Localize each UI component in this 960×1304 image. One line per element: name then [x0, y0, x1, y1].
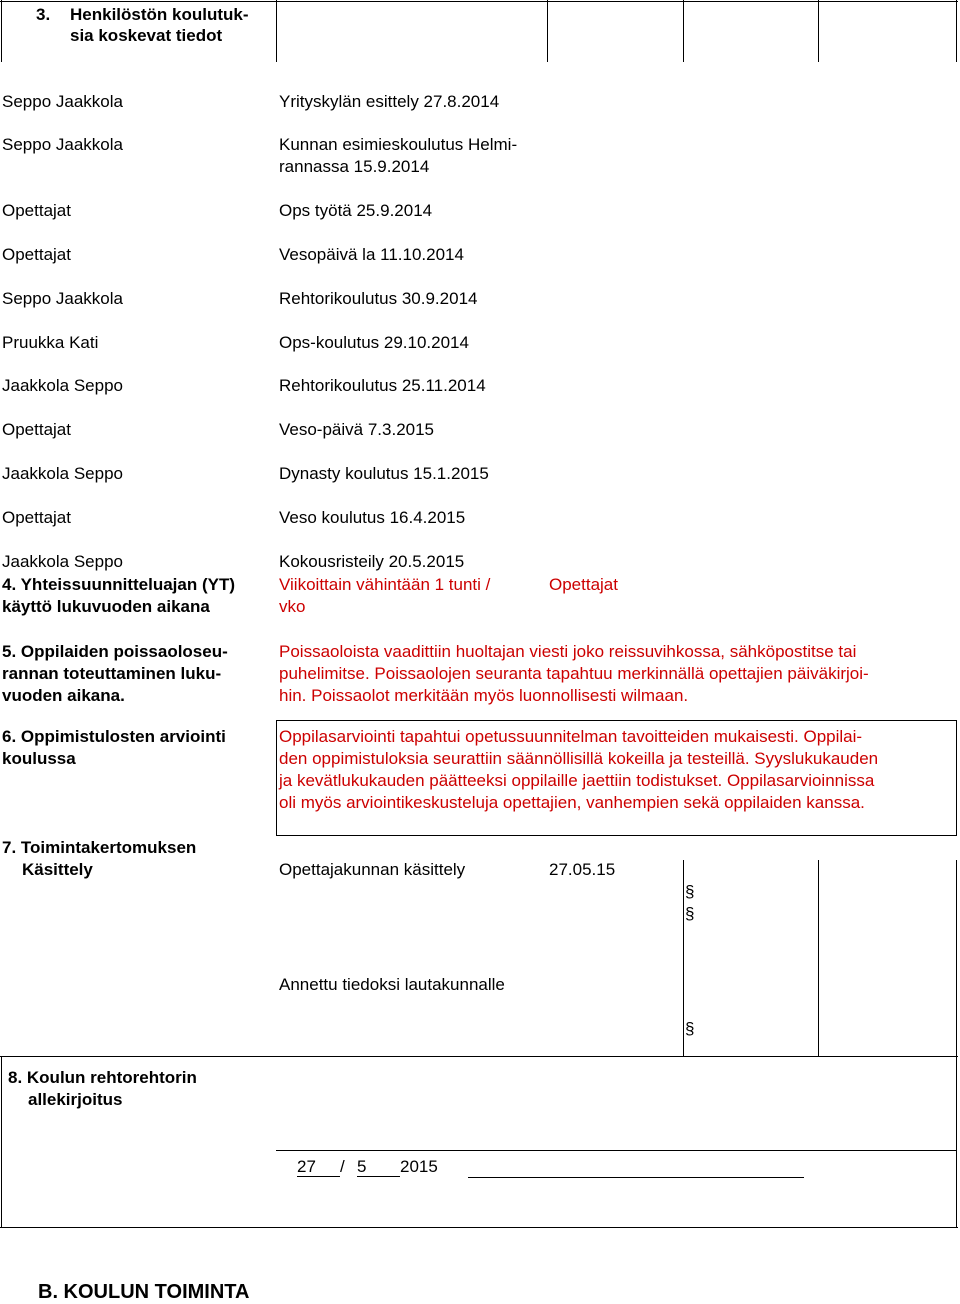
- col-divider-2: [547, 0, 548, 62]
- s3-row-2-person: Seppo Jaakkola: [2, 135, 123, 154]
- s3-row-1-event: Yrityskylän esittely 27.8.2014: [279, 92, 500, 111]
- col-divider-4: [818, 0, 819, 62]
- s6-text-l1: Oppilasarviointi tapahtui opetussuunnitelman tavoitteiden mukaisesti. Oppilai-: [279, 727, 863, 746]
- s3-row-2-event-l2: rannassa 15.9.2014: [279, 157, 430, 176]
- s8-day: 27: [297, 1157, 316, 1176]
- s6-box-top: [276, 720, 957, 721]
- s3-row-9-person: Jaakkola Seppo: [2, 464, 123, 483]
- s3-row-8-event: Veso-päivä 7.3.2015: [279, 420, 435, 439]
- s5-text-l2: puhelimitse. Poissaolojen seuranta tapahtuu merkinnällä opettajien päiväkirjoi-: [279, 664, 869, 683]
- s3-row-1-person: Seppo Jaakkola: [2, 92, 123, 111]
- row-divider-top: [0, 1, 958, 2]
- s3-row-3-event: Ops työtä 25.9.2014: [279, 201, 433, 220]
- s8-inner-divider: [276, 1150, 957, 1151]
- s7-section-mark-2: §: [685, 904, 695, 923]
- s7-section-mark-3: §: [685, 1019, 695, 1038]
- s4-who: Opettajat: [549, 575, 618, 594]
- s3-title-l1: Henkilöstön koulutuk-: [70, 5, 249, 24]
- s3-row-11-person: Jaakkola Seppo: [2, 552, 123, 571]
- s7-col-a: [683, 860, 684, 1056]
- s8-box-right: [956, 1056, 957, 1228]
- s4-title-l2: käyttö lukuvuoden aikana: [2, 597, 210, 616]
- table-left-border: [1, 0, 2, 62]
- s6-text-l4: oli myös arviointikeskusteluja opettajien, vanhempien sekä oppilaiden kanssa.: [279, 793, 865, 812]
- s5-text-l1: Poissaoloista vaadittiin huoltajan viesti joko reissuvihkossa, sähköpostitse tai: [279, 642, 857, 661]
- s3-row-7-event: Rehtorikoulutus 25.11.2014: [279, 376, 486, 395]
- s7-notified: Annettu tiedoksi lautakunnalle: [279, 975, 505, 994]
- signature-line: [468, 1177, 804, 1178]
- s7-handled: Opettajakunnan käsittely: [279, 860, 466, 879]
- s3-row-5-person: Seppo Jaakkola: [2, 289, 123, 308]
- s8-title-l1: 8. Koulun rehtorehtorin: [8, 1068, 197, 1087]
- s3-row-5-event: Rehtorikoulutus 30.9.2014: [279, 289, 478, 308]
- s3-title-l2: sia koskevat tiedot: [70, 26, 223, 45]
- s3-row-4-person: Opettajat: [2, 245, 71, 264]
- s3-row-6-person: Pruukka Kati: [2, 333, 99, 352]
- s3-row-11-event: Kokousristeily 20.5.2015: [279, 552, 465, 571]
- s5-title-l3: vuoden aikana.: [2, 686, 125, 705]
- s3-row-4-event: Vesopäivä la 11.10.2014: [279, 245, 464, 264]
- s7-col-b: [818, 860, 819, 1056]
- s3-row-7-person: Jaakkola Seppo: [2, 376, 123, 395]
- s7-date: 27.05.15: [549, 860, 616, 879]
- s8-title-l2: allekirjoitus: [28, 1090, 123, 1109]
- s3-row-6-event: Ops-koulutus 29.10.2014: [279, 333, 469, 352]
- s6-text-l2: den oppimistuloksia seurattiin säännöllisillä kokeilla ja testeillä. Syyslukukauden: [279, 749, 879, 768]
- s3-row-9-event: Dynasty koulutus 15.1.2015: [279, 464, 489, 483]
- col-divider-1: [276, 0, 277, 62]
- s8-year: 2015: [400, 1157, 438, 1176]
- s7-title-l2: Käsittely: [22, 860, 93, 879]
- s6-title-l2: koulussa: [2, 749, 76, 768]
- table-right-border: [956, 0, 957, 62]
- s8-box-left: [1, 1056, 2, 1228]
- s7-section-mark-1: §: [685, 882, 695, 901]
- col-divider-3: [683, 0, 684, 62]
- s6-box-left: [276, 720, 277, 836]
- s8-box-bottom: [0, 1227, 958, 1228]
- s8-box-top: [0, 1056, 958, 1057]
- s4-text-l1: Viikoittain vähintään 1 tunti /: [279, 575, 491, 594]
- section-b-heading: B. KOULUN TOIMINTA: [38, 1281, 250, 1303]
- s6-box-right: [956, 720, 957, 836]
- s3-row-8-person: Opettajat: [2, 420, 71, 439]
- s3-row-10-person: Opettajat: [2, 508, 71, 527]
- s6-title-l1: 6. Oppimistulosten arviointi: [2, 727, 226, 746]
- s5-title-l1: 5. Oppilaiden poissaoloseu-: [2, 642, 228, 661]
- s7-title-l1: 7. Toimintakertomuksen: [2, 838, 197, 857]
- s3-row-10-event: Veso koulutus 16.4.2015: [279, 508, 466, 527]
- s5-title-l2: rannan toteuttaminen luku-: [2, 664, 222, 683]
- s6-text-l3: ja kevätlukukauden päätteeksi oppilaille jaettiin todistukset. Oppilasarvioinnissa: [279, 771, 875, 790]
- s8-month: 5: [357, 1157, 367, 1176]
- s4-title-l1: 4. Yhteissuunnitteluajan (YT): [2, 575, 235, 594]
- s3-number: 3.: [36, 5, 51, 24]
- s8-day-underline: [297, 1176, 340, 1177]
- s7-col-c: [956, 860, 957, 1056]
- s4-text-l2: vko: [279, 597, 306, 616]
- s3-row-3-person: Opettajat: [2, 201, 71, 220]
- s6-box-bottom: [276, 835, 957, 836]
- s5-text-l3: hin. Poissaolot merkitään myös luonnollisesti wilmaan.: [279, 686, 689, 705]
- s8-month-underline: [357, 1176, 400, 1177]
- s8-slash: /: [340, 1157, 345, 1176]
- s3-row-2-event-l1: Kunnan esimieskoulutus Helmi-: [279, 135, 518, 154]
